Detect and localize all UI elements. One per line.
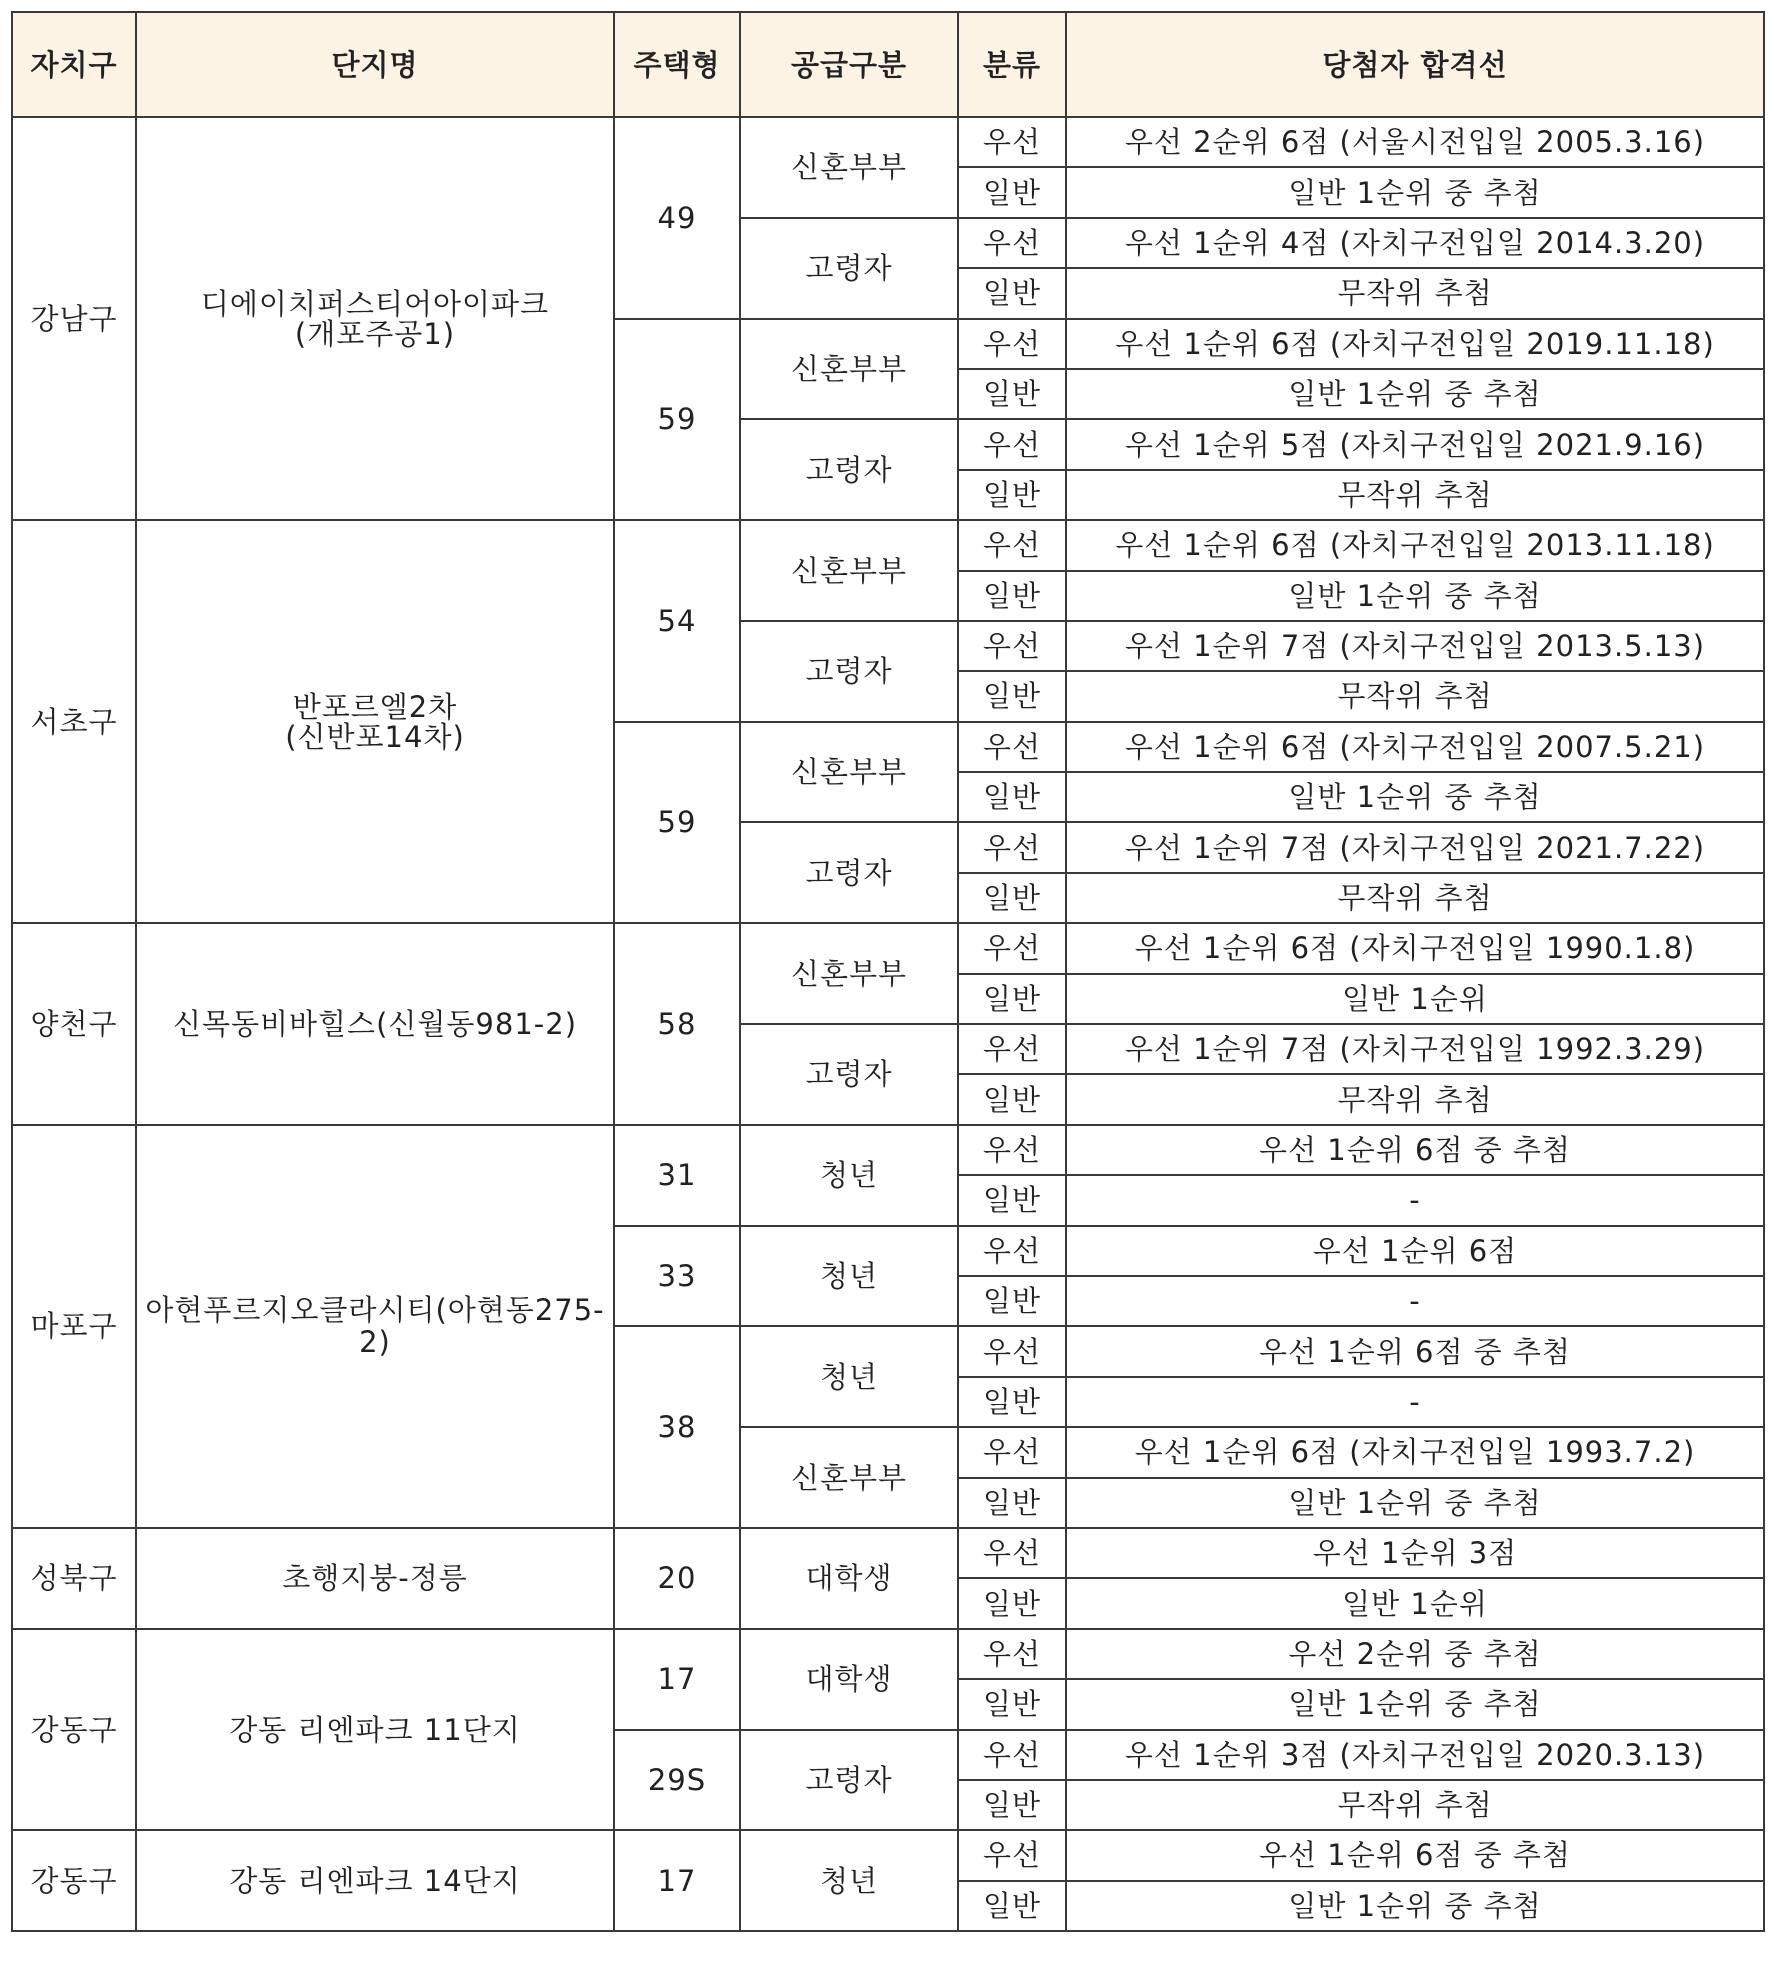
cutoff-cell: 일반 1순위 bbox=[1066, 1578, 1764, 1628]
complex-name-cell: 아현푸르지오클라시티(아현동275-2) bbox=[136, 1125, 614, 1528]
supply-type-cell: 고령자 bbox=[740, 621, 958, 722]
category-cell: 우선 bbox=[958, 218, 1066, 268]
housing-type-cell: 33 bbox=[614, 1226, 740, 1327]
cutoff-cell: 우선 2순위 6점 (서울시전입일 2005.3.16) bbox=[1066, 117, 1764, 167]
cutoff-cell: - bbox=[1066, 1377, 1764, 1427]
category-cell: 우선 bbox=[958, 1125, 1066, 1175]
category-cell: 우선 bbox=[958, 419, 1066, 469]
category-cell: 우선 bbox=[958, 1024, 1066, 1074]
category-cell: 우선 bbox=[958, 1629, 1066, 1679]
complex-name-cell: 신목동비바힐스(신월동981-2) bbox=[136, 923, 614, 1125]
category-cell: 우선 bbox=[958, 1326, 1066, 1376]
supply-type-cell: 청년 bbox=[740, 1326, 958, 1427]
supply-type-cell: 대학생 bbox=[740, 1629, 958, 1730]
cutoff-cell: 일반 1순위 중 추첨 bbox=[1066, 772, 1764, 822]
housing-type-cell: 20 bbox=[614, 1528, 740, 1629]
category-cell: 우선 bbox=[958, 117, 1066, 167]
cutoff-cell: 우선 1순위 6점 (자치구전입일 1990.1.8) bbox=[1066, 923, 1764, 973]
cutoff-cell: 우선 1순위 6점 (자치구전입일 1993.7.2) bbox=[1066, 1427, 1764, 1477]
supply-type-cell: 신혼부부 bbox=[740, 722, 958, 823]
category-cell: 일반 bbox=[958, 772, 1066, 822]
supply-type-cell: 고령자 bbox=[740, 1024, 958, 1125]
housing-type-cell: 49 bbox=[614, 117, 740, 319]
housing-type-cell: 17 bbox=[614, 1830, 740, 1931]
cutoff-cell: 우선 1순위 5점 (자치구전입일 2021.9.16) bbox=[1066, 419, 1764, 469]
header-supply-type: 공급구분 bbox=[740, 12, 958, 117]
cutoff-cell: 우선 1순위 6점 (자치구전입일 2007.5.21) bbox=[1066, 722, 1764, 772]
table-row bbox=[12, 117, 1764, 167]
category-cell: 우선 bbox=[958, 1226, 1066, 1276]
category-cell: 우선 bbox=[958, 1528, 1066, 1578]
category-cell: 우선 bbox=[958, 1730, 1066, 1780]
supply-type-cell: 신혼부부 bbox=[740, 1427, 958, 1528]
supply-type-cell: 고령자 bbox=[740, 218, 958, 319]
supply-type-cell: 청년 bbox=[740, 1226, 958, 1327]
district-cell: 강남구 bbox=[12, 117, 136, 520]
cutoff-cell: 우선 1순위 6점 (자치구전입일 2013.11.18) bbox=[1066, 520, 1764, 570]
category-cell: 일반 bbox=[958, 671, 1066, 721]
cutoff-cell: 우선 1순위 7점 (자치구전입일 2021.7.22) bbox=[1066, 822, 1764, 872]
category-cell: 우선 bbox=[958, 923, 1066, 973]
supply-type-cell: 청년 bbox=[740, 1830, 958, 1931]
complex-name-cell: 반포르엘2차 (신반포14차) bbox=[136, 520, 614, 923]
housing-type-cell: 59 bbox=[614, 319, 740, 521]
district-cell: 마포구 bbox=[12, 1125, 136, 1528]
complex-name-cell: 강동 리엔파크 11단지 bbox=[136, 1629, 614, 1831]
category-cell: 일반 bbox=[958, 1276, 1066, 1326]
cutoff-cell: 우선 1순위 6점 중 추첨 bbox=[1066, 1830, 1764, 1880]
housing-type-cell: 17 bbox=[614, 1629, 740, 1730]
category-cell: 일반 bbox=[958, 1478, 1066, 1528]
category-cell: 일반 bbox=[958, 1074, 1066, 1124]
category-cell: 일반 bbox=[958, 1679, 1066, 1729]
supply-type-cell: 신혼부부 bbox=[740, 520, 958, 621]
cutoff-cell: 우선 1순위 6점 중 추첨 bbox=[1066, 1326, 1764, 1376]
category-cell: 우선 bbox=[958, 1427, 1066, 1477]
table-row bbox=[12, 923, 1764, 973]
header-row bbox=[12, 12, 1764, 117]
cutoff-cell: 일반 1순위 중 추첨 bbox=[1066, 1478, 1764, 1528]
cutoff-cell: 우선 1순위 6점 (자치구전입일 2019.11.18) bbox=[1066, 319, 1764, 369]
cutoff-cell: 무작위 추첨 bbox=[1066, 1780, 1764, 1830]
supply-type-cell: 고령자 bbox=[740, 822, 958, 923]
cutoff-cell: 일반 1순위 중 추첨 bbox=[1066, 369, 1764, 419]
cutoff-cell: 우선 1순위 7점 (자치구전입일 1992.3.29) bbox=[1066, 1024, 1764, 1074]
complex-name-cell: 초행지붕-정릉 bbox=[136, 1528, 614, 1629]
supply-type-cell: 신혼부부 bbox=[740, 319, 958, 420]
complex-name-cell: 강동 리엔파크 14단지 bbox=[136, 1830, 614, 1931]
category-cell: 우선 bbox=[958, 319, 1066, 369]
cutoff-cell: 우선 2순위 중 추첨 bbox=[1066, 1629, 1764, 1679]
cutoff-cell: 일반 1순위 중 추첨 bbox=[1066, 1881, 1764, 1931]
category-cell: 일반 bbox=[958, 1578, 1066, 1628]
housing-type-cell: 31 bbox=[614, 1125, 740, 1226]
cutoff-cell: 우선 1순위 3점 (자치구전입일 2020.3.13) bbox=[1066, 1730, 1764, 1780]
supply-type-cell: 신혼부부 bbox=[740, 923, 958, 1024]
category-cell: 일반 bbox=[958, 369, 1066, 419]
cutoff-cell: - bbox=[1066, 1175, 1764, 1225]
table-row bbox=[12, 1528, 1764, 1578]
supply-type-cell: 대학생 bbox=[740, 1528, 958, 1629]
supply-type-cell: 고령자 bbox=[740, 1730, 958, 1831]
supply-type-cell: 청년 bbox=[740, 1125, 958, 1226]
cutoff-cell: 일반 1순위 중 추첨 bbox=[1066, 1679, 1764, 1729]
cutoff-cell: 무작위 추첨 bbox=[1066, 470, 1764, 520]
cutoff-cell: 무작위 추첨 bbox=[1066, 873, 1764, 923]
cutoff-cell: 우선 1순위 6점 중 추첨 bbox=[1066, 1125, 1764, 1175]
cutoff-cell: 무작위 추첨 bbox=[1066, 1074, 1764, 1124]
supply-type-cell: 신혼부부 bbox=[740, 117, 958, 218]
cutoff-cell: 일반 1순위 중 추첨 bbox=[1066, 167, 1764, 217]
cutoff-cell: 우선 1순위 4점 (자치구전입일 2014.3.20) bbox=[1066, 218, 1764, 268]
housing-type-cell: 59 bbox=[614, 722, 740, 924]
header-complex-name: 단지명 bbox=[136, 12, 614, 117]
category-cell: 우선 bbox=[958, 520, 1066, 570]
cutoff-cell: 일반 1순위 중 추첨 bbox=[1066, 571, 1764, 621]
cutoff-cell: 일반 1순위 bbox=[1066, 974, 1764, 1024]
cutoff-cell: 우선 1순위 7점 (자치구전입일 2013.5.13) bbox=[1066, 621, 1764, 671]
category-cell: 일반 bbox=[958, 1780, 1066, 1830]
district-cell: 강동구 bbox=[12, 1830, 136, 1931]
housing-type-cell: 38 bbox=[614, 1326, 740, 1528]
cutoff-cell: - bbox=[1066, 1276, 1764, 1326]
category-cell: 우선 bbox=[958, 722, 1066, 772]
cutoff-cell: 무작위 추첨 bbox=[1066, 268, 1764, 318]
category-cell: 일반 bbox=[958, 470, 1066, 520]
category-cell: 일반 bbox=[958, 268, 1066, 318]
table-row bbox=[12, 1830, 1764, 1880]
table-row bbox=[12, 1125, 1764, 1175]
category-cell: 일반 bbox=[958, 1881, 1066, 1931]
complex-name-cell: 디에이치퍼스티어아이파크 (개포주공1) bbox=[136, 117, 614, 520]
category-cell: 일반 bbox=[958, 571, 1066, 621]
district-cell: 양천구 bbox=[12, 923, 136, 1125]
supply-type-cell: 고령자 bbox=[740, 419, 958, 520]
category-cell: 일반 bbox=[958, 1377, 1066, 1427]
category-cell: 일반 bbox=[958, 167, 1066, 217]
winner-cutoff-table bbox=[11, 11, 1765, 1932]
category-cell: 일반 bbox=[958, 873, 1066, 923]
table-row bbox=[12, 520, 1764, 570]
table-container bbox=[11, 11, 1765, 1932]
category-cell: 일반 bbox=[958, 1175, 1066, 1225]
category-cell: 우선 bbox=[958, 822, 1066, 872]
header-district: 자치구 bbox=[12, 12, 136, 117]
district-cell: 강동구 bbox=[12, 1629, 136, 1831]
category-cell: 우선 bbox=[958, 621, 1066, 671]
housing-type-cell: 58 bbox=[614, 923, 740, 1125]
category-cell: 일반 bbox=[958, 974, 1066, 1024]
table-row bbox=[12, 1629, 1764, 1679]
header-category: 분류 bbox=[958, 12, 1066, 117]
header-winner-cutoff: 당첨자 합격선 bbox=[1066, 12, 1764, 117]
header-housing-type: 주택형 bbox=[614, 12, 740, 117]
district-cell: 서초구 bbox=[12, 520, 136, 923]
cutoff-cell: 우선 1순위 6점 bbox=[1066, 1226, 1764, 1276]
housing-type-cell: 54 bbox=[614, 520, 740, 722]
district-cell: 성북구 bbox=[12, 1528, 136, 1629]
cutoff-cell: 무작위 추첨 bbox=[1066, 671, 1764, 721]
housing-type-cell: 29S bbox=[614, 1730, 740, 1831]
cutoff-cell: 우선 1순위 3점 bbox=[1066, 1528, 1764, 1578]
category-cell: 우선 bbox=[958, 1830, 1066, 1880]
